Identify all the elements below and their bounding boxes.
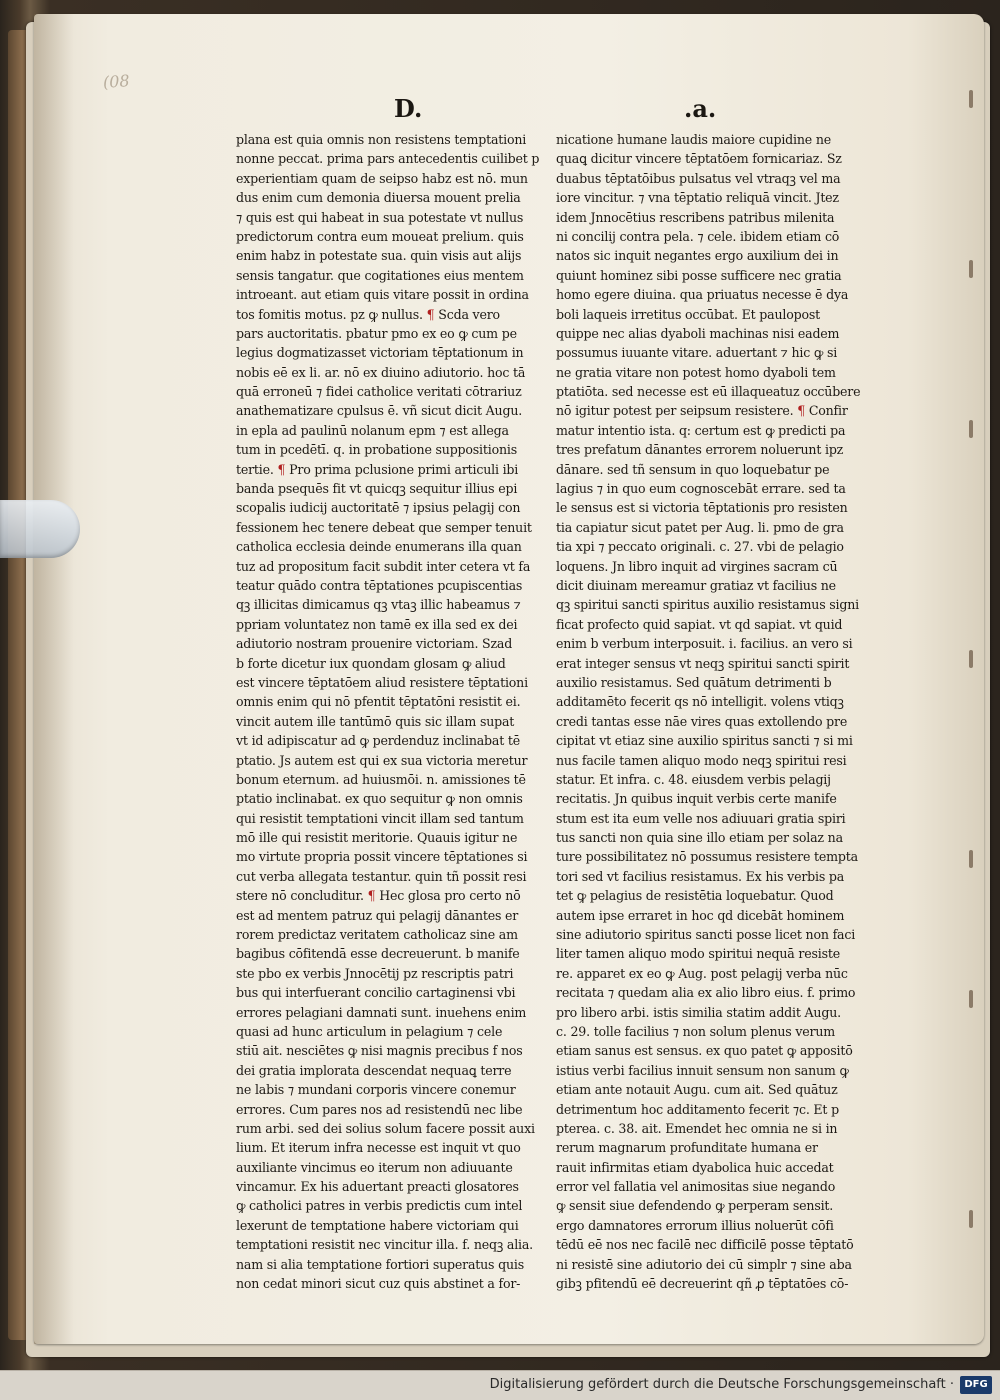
- text-line: adiutorio nostram prouenire victoriam. Szad: [236, 636, 513, 652]
- text-line: non cedat minori sicut cuz quis abstinet a for-: [236, 1276, 521, 1292]
- text-line: matur intentio ista. q: certum est ꝙ predicti pa: [556, 422, 846, 438]
- text-line: quā erroneū ⁊ fidei catholice veritati cōtrariuz: [236, 384, 522, 400]
- text-line: catholica ecclesia deinde enumerans illa quan: [236, 539, 522, 555]
- text-line: additamēto fecerit qs nō intelligit. volens vtiqꝫ: [556, 694, 844, 710]
- text-line: iore vincitur. ⁊ vna tēptatio reliquā vincit. Jtez: [556, 190, 839, 206]
- text-line: idem Jnnocētius rescribens patribus milenita: [556, 209, 835, 225]
- text-line: auxiliante vincimus eo iterum non adiuuante: [236, 1159, 513, 1175]
- binding-shadow: [34, 14, 74, 1344]
- text-line: rauit infirmitas etiam dyabolica huic accedat: [556, 1159, 834, 1175]
- text-line: ppriam voluntatez non tamē ex illa sed ex dei: [236, 616, 518, 632]
- text-line: sine adiutorio spiritus sancti posse licet non faci: [556, 927, 856, 943]
- text-line: tori sed vt facilius resistamus. Ex his verbis pa: [556, 868, 845, 884]
- text-line: vt id adipiscatur ad ꝙ perdenduz inclinabat tē: [236, 733, 520, 749]
- text-line: ⁊ quis est qui habeat in sua potestate vt nullus: [236, 209, 524, 225]
- text-line: lium. Et iterum infra necesse est inquit vt quo: [236, 1140, 521, 1156]
- text-line: credi tantas esse nāe vires quas extollendo pre: [556, 713, 848, 729]
- text-line: bonum eternum. ad huiusmōi. n. amissiones tē: [236, 771, 526, 787]
- text-line: scopalis iudicij auctoritatē ⁊ ipsius pelagij con: [236, 500, 521, 516]
- text-line: lexerunt de temptatione habere victoriam qui: [236, 1217, 519, 1233]
- text-line: autem ipse erraret in hoc qd dicebāt hominem: [556, 907, 845, 923]
- text-line: bus qui interfuerant concilio cartaginensi vbi: [236, 985, 516, 1001]
- text-line: errores pelagiani damnati sunt. inuehens enim: [236, 1004, 527, 1020]
- text-line: stiū ait. nesciētes ꝙ nisi magnis precibus f nos: [236, 1043, 523, 1059]
- footer-credit: Digitalisierung gefördert durch die Deutsche Forschungsgemeinschaft ·: [489, 1377, 954, 1392]
- text-line: banda psequēs fit vt quicqꝫ sequitur illius epi: [236, 481, 518, 497]
- text-line: ni concilij contra pela. ⁊ cele. ibidem etiam cō: [556, 228, 840, 244]
- dfg-logo: DFG: [960, 1376, 992, 1394]
- text-line: ficat profecto quid sapiat. vt qd sapiat. vt quid: [556, 616, 843, 632]
- text-line: nam si alia temptatione fortiori superatus quis: [236, 1256, 524, 1272]
- text-line: est vincere tēptatōem aliud resistere tēptationi: [236, 674, 528, 690]
- text-line: teatur quādo contra tēptationes pcupiscentias: [236, 577, 523, 593]
- text-column-left: [236, 130, 551, 1293]
- text-line: stere nō concluditur. ¶ Hec glosa pro certo nō: [236, 888, 521, 904]
- text-line: homo egere diuina. qua priuatus necesse ē dya: [556, 287, 849, 303]
- text-line: etiam sanus est sensus. ex quo patet ꝙ appositō: [556, 1043, 853, 1059]
- text-line: tos fomitis motus. pz ꝙ nullus. ¶ Scda vero: [236, 306, 500, 322]
- text-line: statur. Et infra. c. 48. eiusdem verbis pelagij: [556, 771, 831, 787]
- text-line: natos sic inquit negantes ergo auxilium dei in: [556, 248, 839, 264]
- text-line: vincamur. Ex his aduertant preacti glosatores: [236, 1179, 519, 1195]
- text-line: detrimentum hoc additamento fecerit ⁊c. Et p: [556, 1101, 839, 1117]
- text-line: plana est quia omnis non resistens temptationi: [236, 132, 527, 147]
- text-line: gibꝫ pfitendū eē decreuerint qñ ꝓ tēptatōes cō-: [556, 1276, 849, 1292]
- text-line: sensis tangatur. que cogitationes eius mentem: [236, 267, 524, 283]
- text-line: qui resistit temptationi vincit illam sed tantum: [236, 810, 524, 826]
- text-line: nonne peccat. prima pars antecedentis cuilibet p: [236, 151, 540, 167]
- text-line: le sensus est si victoria tēptationis pro resisten: [556, 500, 848, 516]
- text-line: tēdū eē nos nec facilē nec difficilē posse tēptatō: [556, 1237, 854, 1253]
- page-edge-marks: [966, 90, 976, 1240]
- text-line: nicatione humane laudis maiore cupidine ne: [556, 132, 831, 147]
- text-line: rerum magnarum profunditate humana er: [556, 1140, 818, 1156]
- text-line: cipitat vt etiaz sine auxilio spiritus sancti ⁊ si mi: [556, 733, 853, 749]
- rubric-pilcrow-icon: ¶: [797, 403, 806, 419]
- text-line: ture possibilitatez nō possumus resistere tempta: [556, 849, 858, 865]
- text-line: tia xpi ⁊ peccato originali. c. 27. vbi de pelagio: [556, 539, 844, 555]
- text-line: tum in pcedētī. q. in probatione suppositionis: [236, 442, 517, 458]
- text-line: ptatio. Js autem est qui ex sua victoria meretur: [236, 752, 528, 768]
- text-line: recitatis. Jn quibus inquit verbis certe manife: [556, 791, 837, 807]
- text-line: ptatio inclinabat. ex quo sequitur ꝙ non omnis: [236, 791, 523, 807]
- text-column-right: [556, 130, 871, 1293]
- text-line: predictorum contra eum moueat prelium. quis: [236, 228, 524, 244]
- text-line: quiunt hominez sibi posse sufficere nec gratia: [556, 267, 842, 283]
- text-line: rum arbi. sed dei solius solum facere possit auxi: [236, 1120, 535, 1136]
- text-line: loquens. Jn libro inquit ad virgines sacram cū: [556, 558, 838, 574]
- text-line: istius verbi facilius innuit sensum non sanum ꝙ: [556, 1062, 849, 1078]
- text-line: stum est ita eum velle nos adiuuari gratia spiri: [556, 810, 846, 826]
- text-line: dei gratia implorata descendat nequaꝗ terre: [236, 1062, 512, 1078]
- rubric-pilcrow-icon: ¶: [426, 306, 435, 322]
- text-line: ni resistē sine adiutorio dei cū simplr ⁊ sine aba: [556, 1256, 852, 1272]
- text-line: mō ille qui resistit meritorie. Quauis igitur ne: [236, 830, 518, 846]
- footer-bar: [0, 1370, 1000, 1400]
- text-line: pro libero arbi. istis similia statim addit Augu.: [556, 1004, 841, 1020]
- text-line: errores. Cum pares nos ad resistendū nec libe: [236, 1101, 523, 1117]
- text-line: ste pbo ex verbis Jnnocētij pz rescriptis patri: [236, 965, 514, 981]
- text-line: mo virtute propria possit vincere tēptationes si: [236, 849, 528, 865]
- text-line: pterea. c. 38. ait. Emendet hec omnia ne si in: [556, 1120, 838, 1136]
- text-line: cut verba allegata testantur. quin tñ possit resi: [236, 868, 527, 884]
- text-line: pars auctoritatis. pbatur pmo ex eo ꝙ cum pe: [236, 325, 517, 341]
- signature-mark-left: D.: [394, 94, 423, 123]
- text-line: nō igitur potest per seipsum resistere. ¶ Confir: [556, 403, 848, 419]
- text-line: quippe nec alias dyaboli machinas nisi eadem: [556, 325, 840, 341]
- text-line: anathematizare cpulsus ē. vñ sicut dicit Augu.: [236, 403, 523, 419]
- text-line: re. apparet ex eo ꝙ Aug. post pelagij verba nūc: [556, 965, 848, 981]
- text-line: in epla ad paulinū nolanum epm ⁊ est allega: [236, 422, 509, 438]
- text-line: tuz ad propositum facit subdit inter cetera vt fa: [236, 558, 531, 574]
- text-line: tertie. ¶ Pro prima pclusione primi articuli ibi: [236, 461, 519, 477]
- text-line: erat integer sensus vt neqꝫ spiritui sancti spirit: [556, 655, 850, 671]
- text-line: tus sancti non quia sine illo etiam per solaz na: [556, 830, 843, 846]
- text-line: nus facile tamen aliquo modo neqꝫ spiritui resi: [556, 752, 847, 768]
- text-line: duabus tēptatōibus pulsatus vel vtraqꝫ vel ma: [556, 170, 841, 186]
- text-line: experientiam quam de seipso habz est nō. mun: [236, 170, 528, 186]
- text-line: bagibus cōfitendā esse decreuerunt. b manife: [236, 946, 520, 962]
- text-line: enim habz in potestate sua. quin visis aut alijs: [236, 248, 522, 264]
- text-line: boli laqueis irretitus occūbat. Et paulopost: [556, 306, 820, 322]
- text-line: ꝙ sensit siue defendendo ꝙ perperam sensit.: [556, 1198, 834, 1214]
- text-line: ergo damnatores errorum illius noluerūt cōfi: [556, 1217, 834, 1233]
- text-line: possumus iuuante vitare. aduertant ⁊ hic ꝙ si: [556, 345, 838, 361]
- text-line: est ad mentem patruz qui pelagij dānantes er: [236, 907, 519, 923]
- text-line: omnis enim qui nō pfentit tēptatōni resistit ei.: [236, 694, 521, 710]
- rubric-pilcrow-icon: ¶: [277, 461, 286, 477]
- text-line: dicit diuinam mereamur gratiaz vt facilius ne: [556, 577, 836, 593]
- text-line: c. 29. tolle facilius ⁊ non solum plenus verum: [556, 1023, 835, 1039]
- text-line: tia capiatur sicut patet per Aug. li. pmo de gra: [556, 519, 844, 535]
- text-line: ne gratia vitare non potest homo dyaboli tem: [556, 364, 836, 380]
- rubric-pilcrow-icon: ¶: [367, 888, 376, 904]
- text-line: fessionem hec tenere debeat que semper tenuit: [236, 519, 532, 535]
- text-line: quaꝗ dicitur vincere tēptatōem fornicariaz. Sz: [556, 151, 842, 167]
- text-line: auxilio resistamus. Sed quātum detrimenti b: [556, 674, 832, 690]
- text-line: quasi ad hunc articulum in pelagium ⁊ cele: [236, 1023, 503, 1039]
- text-line: dus enim cum demonia diuersa mouent prelia: [236, 190, 521, 206]
- pencil-note: (08: [102, 71, 131, 92]
- text-line: qꝫ spiritui sancti spiritus auxilio resistamus signi: [556, 597, 859, 613]
- text-line: lagius ⁊ in quo eum cognoscebāt errare. sed ta: [556, 481, 846, 497]
- signature-mark-right: .a.: [684, 94, 717, 123]
- text-line: etiam ante notauit Augu. cum ait. Sed quātuz: [556, 1082, 838, 1098]
- bookmark-clip: [0, 500, 80, 558]
- text-line: vincit autem ille tantūmō quis sic illam supat: [236, 713, 515, 729]
- text-line: introeant. aut etiam quis vitare possit in ordina: [236, 287, 529, 303]
- text-line: ne labis ⁊ mundani corporis vincere conemur: [236, 1082, 516, 1098]
- text-line: ꝙ catholici patres in verbis predictis cum intel: [236, 1198, 523, 1214]
- text-line: error vel fallatia vel animositas siue negando: [556, 1179, 836, 1195]
- text-line: nobis eē ex li. ar. nō ex diuino adiutorio. hoc tā: [236, 364, 526, 380]
- text-line: legius dogmatizasset victoriam tēptationum in: [236, 345, 524, 361]
- text-line: rorem predictaz veritatem catholicaz sine am: [236, 927, 518, 943]
- text-line: qꝫ illicitas dimicamus qꝫ vtaꝫ illic habeamus ⁊: [236, 597, 521, 613]
- text-line: recitata ⁊ quedam alia ex alio libro eius. f. primo: [556, 985, 856, 1001]
- text-line: tres prefatum dānantes errorem noluerunt ipz: [556, 442, 844, 458]
- text-line: ptatiōta. sed necesse est eū illaqueatuz occūbere: [556, 384, 861, 400]
- text-line: dānare. sed tñ sensum in quo loquebatur pe: [556, 461, 830, 477]
- text-line: b forte dicetur iux quondam glosam ꝙ aliud: [236, 655, 506, 671]
- text-line: temptationi resistit nec vincitur illa. f. neqꝫ alia.: [236, 1237, 533, 1253]
- text-line: enim b verbum interposuit. i. facilius. an vero si: [556, 636, 853, 652]
- text-line: liter tamen aliquo modo spiritui nequā resiste: [556, 946, 840, 962]
- text-line: tet ꝙ pelagius de resistētia loquebatur. Quod: [556, 888, 834, 904]
